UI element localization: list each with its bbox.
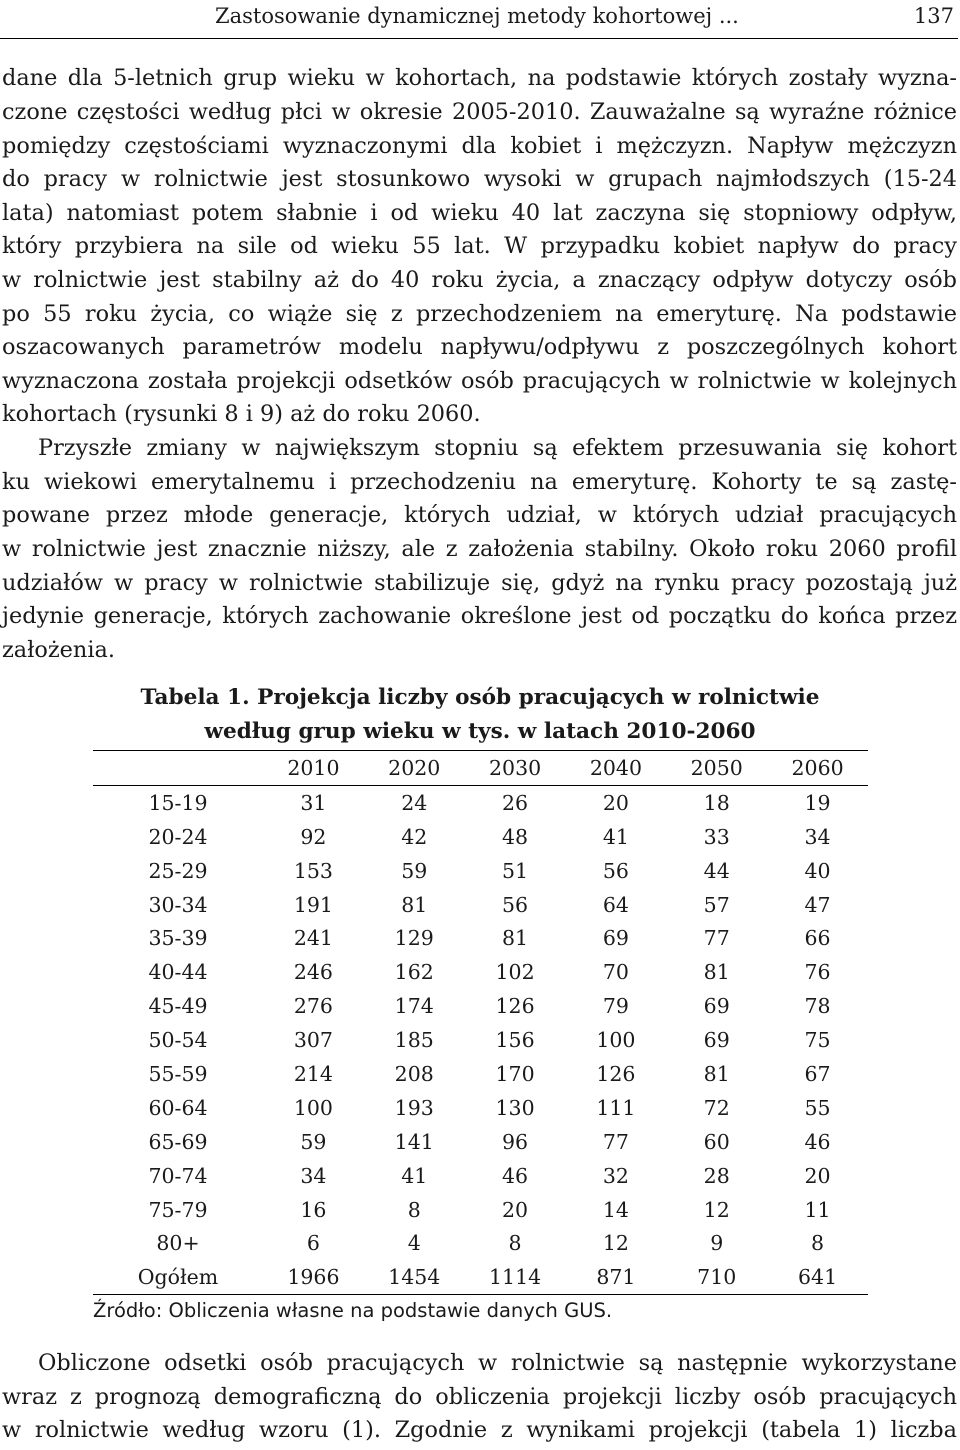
table-cell: 1966 [287, 1265, 340, 1290]
table-cell: 8 [811, 1231, 825, 1256]
table-cell: 153 [293, 858, 333, 883]
text-line: w rolnictwie jest znacznie niższy, ale z założenia stabilny. Około roku 2060 profil [2, 536, 957, 562]
table-cell: 67 [804, 1061, 831, 1086]
table-cell: 40 [804, 858, 831, 883]
table-row [93, 888, 868, 922]
table-row [93, 854, 868, 888]
text-line: założenia. [2, 637, 115, 663]
table-cell: 34 [804, 824, 831, 849]
table-cell: 57 [703, 892, 730, 917]
row-label: 30-34 [148, 892, 208, 917]
row-label: 45-49 [148, 994, 208, 1019]
table-cell: 8 [508, 1231, 522, 1256]
table-cell: 60 [703, 1129, 730, 1154]
table-cell: 55 [804, 1095, 831, 1120]
table-cell: 79 [602, 994, 629, 1019]
table-cell: 69 [703, 1028, 730, 1053]
table-cell: 81 [703, 1061, 730, 1086]
row-label: 20-24 [148, 824, 208, 849]
text-line: wyznaczona została projekcji odsetków osób pracujących w rolnictwie w kolejnych [2, 368, 957, 394]
table-cell: 241 [293, 926, 333, 951]
table-cell: 100 [596, 1028, 636, 1053]
text-line: Obliczone odsetki osób pracujących w rolnictwie są następnie wykorzystane [38, 1350, 957, 1376]
table-cell: 130 [495, 1095, 535, 1120]
text-line: po 55 roku życia, co wiąże się z przechodzeniem na emeryturę. Na podstawie [2, 301, 957, 327]
table-cell: 100 [293, 1095, 333, 1120]
table-cell: 96 [502, 1129, 529, 1154]
table-cell: 871 [596, 1265, 636, 1290]
text-line: dane dla 5-letnich grup wieku w kohortach, na podstawie których zostały wyzna- [2, 65, 957, 91]
table-cell: 12 [602, 1231, 629, 1256]
table-cell: 185 [394, 1028, 434, 1053]
table-cell: 111 [596, 1095, 636, 1120]
table-cell: 46 [804, 1129, 831, 1154]
table-row [93, 955, 868, 989]
table-cell: 174 [394, 994, 434, 1019]
table-cell: 76 [804, 960, 831, 985]
text-line: do pracy w rolnictwie jest stosunkowo wysoki w grupach najmłodszych (15-24 [2, 166, 957, 192]
text-line: w rolnictwie według wzoru (1). Zgodnie z wynikami projekcji (tabela 1) liczba [2, 1417, 957, 1443]
table-cell: 70 [602, 960, 629, 985]
table-cell: 69 [703, 994, 730, 1019]
table-cell: 20 [502, 1197, 529, 1222]
table-cell: 24 [401, 790, 428, 815]
data-table [93, 750, 868, 1295]
text-line: udziałów w pracy w rolnictwie stabilizuje się, gdyż na rynku pracy pozostają już [2, 570, 957, 596]
table-row [93, 1057, 868, 1091]
row-label: 15-19 [148, 790, 208, 815]
text-line: pomiędzy częstościami wyznaczonymi dla kobiet i mężczyzn. Napływ mężczyzn [2, 133, 957, 159]
table-cell: 75 [804, 1028, 831, 1053]
table-cell: 78 [804, 994, 831, 1019]
column-header: 2030 [465, 751, 566, 786]
table-caption-line-2: według grup wieku w tys. w latach 2010-2060 [204, 719, 756, 744]
row-label: 35-39 [148, 926, 208, 951]
row-label: 40-44 [148, 960, 208, 985]
table-cell: 162 [394, 960, 434, 985]
table-row [93, 921, 868, 955]
table-cell: 69 [602, 926, 629, 951]
table-cell: 9 [710, 1231, 724, 1256]
table-cell: 56 [502, 892, 529, 917]
table-cell: 156 [495, 1028, 535, 1053]
table-corner-cell [93, 751, 263, 786]
table-cell: 19 [804, 790, 831, 815]
table-cell: 276 [293, 994, 333, 1019]
row-label: 70-74 [148, 1163, 208, 1188]
table-cell: 20 [804, 1163, 831, 1188]
table-cell: 26 [502, 790, 529, 815]
running-header [0, 0, 958, 39]
table-cell: 102 [495, 960, 535, 985]
table-cell: 28 [703, 1163, 730, 1188]
table-row [93, 1159, 868, 1193]
row-label: 75-79 [148, 1197, 208, 1222]
table-cell: 81 [401, 892, 428, 917]
table-cell: 59 [401, 858, 428, 883]
table-row [93, 1091, 868, 1125]
table-cell: 307 [293, 1028, 333, 1053]
text-line: w rolnictwie jest stabilny aż do 40 roku życia, a znaczący odpływ dotyczy osób [2, 267, 957, 293]
table-row [93, 820, 868, 854]
table-row [93, 1193, 868, 1227]
table-cell: 16 [300, 1197, 327, 1222]
page-number: 137 [913, 4, 954, 28]
table-cell: 710 [697, 1265, 737, 1290]
table-cell: 1454 [388, 1265, 441, 1290]
table-cell: 72 [703, 1095, 730, 1120]
table-cell: 12 [703, 1197, 730, 1222]
table-cell: 208 [394, 1061, 434, 1086]
table-cell: 191 [293, 892, 333, 917]
text-line: ku wiekowi emerytalnemu i przechodzeniu na emeryturę. Kohorty te są zastę- [2, 469, 957, 495]
text-line: czone częstości według płci w okresie 2005-2010. Zauważalne są wyraźne różnice [2, 99, 957, 125]
table-cell: 1114 [488, 1265, 542, 1290]
table-cell: 51 [502, 858, 529, 883]
table-row [93, 1023, 868, 1057]
text-line: Przyszłe zmiany w największym stopniu są efektem przesuwania się kohort [38, 435, 957, 461]
text-line: wraz z prognozą demograficzną do obliczenia projekcji liczby osób pracujących [2, 1384, 957, 1410]
row-label: 25-29 [148, 858, 208, 883]
table-body [93, 785, 868, 1294]
table-cell: 141 [394, 1129, 434, 1154]
table-cell: 42 [401, 824, 428, 849]
table-cell: 81 [703, 960, 730, 985]
table-cell: 6 [306, 1231, 320, 1256]
table-cell: 81 [502, 926, 529, 951]
table-row [93, 1260, 868, 1294]
table-header-row [93, 751, 868, 786]
row-label: 50-54 [148, 1028, 208, 1053]
column-header: 2020 [364, 751, 465, 786]
table-cell: 193 [394, 1095, 434, 1120]
table-caption-line-1: Tabela 1. Projekcja liczby osób pracujących w rolnictwie [140, 685, 820, 710]
table-cell: 246 [293, 960, 333, 985]
table-cell: 8 [407, 1197, 421, 1222]
table-cell: 641 [798, 1265, 838, 1290]
table-cell: 44 [703, 858, 730, 883]
column-header: 2010 [263, 751, 364, 786]
table-cell: 32 [602, 1163, 629, 1188]
table-cell: 41 [602, 824, 629, 849]
table-cell: 34 [300, 1163, 327, 1188]
table-cell: 18 [703, 790, 730, 815]
table-cell: 77 [703, 926, 730, 951]
table-cell: 31 [300, 790, 327, 815]
table-cell: 214 [293, 1061, 333, 1086]
table-cell: 41 [401, 1163, 428, 1188]
table-cell: 48 [502, 824, 529, 849]
table-cell: 20 [602, 790, 629, 815]
table-cell: 14 [602, 1197, 629, 1222]
table-cell: 126 [495, 994, 535, 1019]
table-row [93, 785, 868, 819]
running-title: Zastosowanie dynamicznej metody kohortowej ... [215, 4, 739, 28]
text-line: kohortach (rysunki 8 i 9) aż do roku 2060. [2, 401, 481, 427]
row-label: 80+ [156, 1231, 200, 1256]
table-cell: 77 [602, 1129, 629, 1154]
row-label: 55-59 [148, 1061, 208, 1086]
table-cell: 56 [602, 858, 629, 883]
table-row [93, 1125, 868, 1159]
table-cell: 126 [596, 1061, 636, 1086]
text-line: powane przez młode generacje, których udział, w których udział pracujących [2, 502, 957, 528]
table-row [93, 1226, 868, 1260]
table-cell: 66 [804, 926, 831, 951]
table-source-note: Źródło: Obliczenia własne na podstawie danych GUS. [93, 1299, 613, 1322]
table-container [93, 750, 868, 1295]
row-label: 60-64 [148, 1095, 208, 1120]
table-cell: 47 [804, 892, 831, 917]
column-header: 2060 [767, 751, 868, 786]
text-line: oszacowanych parametrów modelu napływu/odpływu z poszczególnych kohort [2, 334, 957, 360]
row-label: Ogółem [137, 1265, 219, 1290]
table-cell: 129 [394, 926, 434, 951]
table-cell: 4 [407, 1231, 421, 1256]
column-header: 2050 [666, 751, 767, 786]
text-line: który przybiera na sile od wieku 55 lat. W przypadku kobiet napływ do pracy [2, 233, 957, 259]
text-line: jedynie generacje, których zachowanie określone jest od początku do końca przez [2, 603, 957, 629]
table-cell: 59 [300, 1129, 327, 1154]
table-cell: 170 [495, 1061, 535, 1086]
column-header: 2040 [565, 751, 666, 786]
table-cell: 64 [602, 892, 629, 917]
table-cell: 11 [804, 1197, 831, 1222]
table-cell: 92 [300, 824, 327, 849]
text-line: lata) natomiast potem słabnie i od wieku 40 lat zaczyna się stopniowy odpływ, [2, 200, 957, 226]
table-cell: 46 [502, 1163, 529, 1188]
table-row [93, 989, 868, 1023]
row-label: 65-69 [148, 1129, 208, 1154]
table-cell: 33 [703, 824, 730, 849]
